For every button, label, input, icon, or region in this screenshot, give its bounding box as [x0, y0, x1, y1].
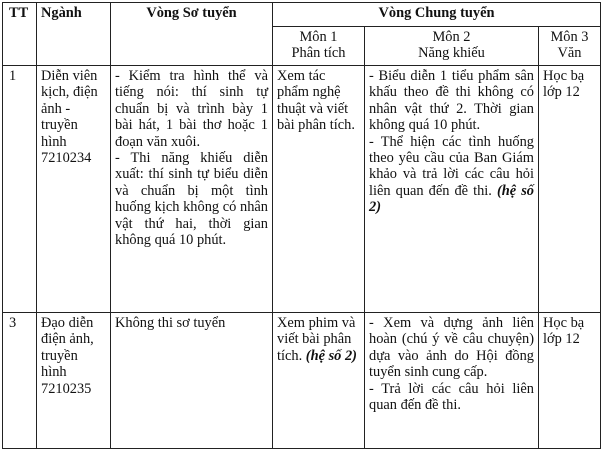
mon-1-text: Xem phim và viết bài phân tích.: [277, 315, 356, 364]
mon-1-subject: Phân tích: [291, 45, 346, 62]
header-mon-1: [273, 27, 365, 66]
mon-2-item: - Thể hiện các tình huống theo yêu cầu của Ban Giám khảo và trả lời các câu hỏi liên quan đến đề thi.: [369, 133, 534, 199]
header-vong-chung-tuyen: Vòng Chung tuyển: [273, 3, 601, 27]
coefficient-note: (hệ số 2): [305, 347, 357, 364]
mon-1-text: Xem tác phẩm nghệ thuật và viết bài phân tích.: [277, 68, 355, 134]
header-mon-2: [365, 27, 539, 66]
so-tuyen-item: - Kiểm tra hình thể và tiếng nói: thí sinh tự chuẩn bị và trình bày 1 bài hát, 1 bài thơ hoặc 1 đoạn văn xuôi.: [115, 68, 268, 150]
table-row: [3, 313, 601, 449]
mon-3-subject: Văn: [557, 45, 582, 62]
so-tuyen-item: - Thi năng khiếu diễn xuất: thí sinh tự biểu diễn và chuẩn bị một tình huống kịch không có nhân vật thứ hai, thời gian không quá 10 phút.: [115, 150, 268, 249]
mon-2-item: - Trả lời các câu hỏi liên quan đến đề thi.: [369, 380, 534, 414]
row-mon-1: [273, 313, 365, 449]
mon-2-subject: Năng khiếu: [418, 45, 485, 62]
row-nganh: Đạo diễn điện ảnh, truyền hình 7210235: [37, 313, 111, 449]
mon-2-item: - Biểu diễn 1 tiểu phẩm sân khấu theo đề thi không có nhân vật thứ 2. Thời gian không quá 10 phút.: [369, 68, 534, 134]
header-tt: TT: [3, 3, 37, 66]
mon-2-item: - Xem và dựng ảnh liên hoàn (chú ý về câu chuyện) dựa vào ảnh do Hội đồng tuyển sinh cung cấp.: [369, 315, 534, 381]
admission-table: [2, 2, 601, 449]
row-nganh: Diễn viên kịch, điện ảnh - truyền hình 7210234: [37, 66, 111, 313]
row-mon-3: Học bạ lớp 12: [539, 313, 601, 449]
row-tt: 3: [3, 313, 37, 449]
header-nganh: Ngành: [37, 3, 111, 66]
table-row: [3, 66, 601, 313]
row-so-tuyen: [111, 66, 273, 313]
mon-3-label: Môn 3: [550, 29, 589, 45]
row-mon-3: Học bạ lớp 12: [539, 66, 601, 313]
header-vong-so-tuyen: Vòng Sơ tuyển: [111, 3, 273, 66]
row-mon-2: [365, 313, 539, 449]
row-so-tuyen: Không thi sơ tuyển: [111, 313, 273, 449]
row-mon-2: [365, 66, 539, 313]
row-mon-1: [273, 66, 365, 313]
row-tt: 1: [3, 66, 37, 313]
coefficient-note: (hệ số 2): [369, 182, 534, 216]
mon-2-label: Môn 2: [432, 29, 471, 45]
header-mon-3: [539, 27, 601, 66]
mon-1-label: Môn 1: [299, 29, 338, 45]
